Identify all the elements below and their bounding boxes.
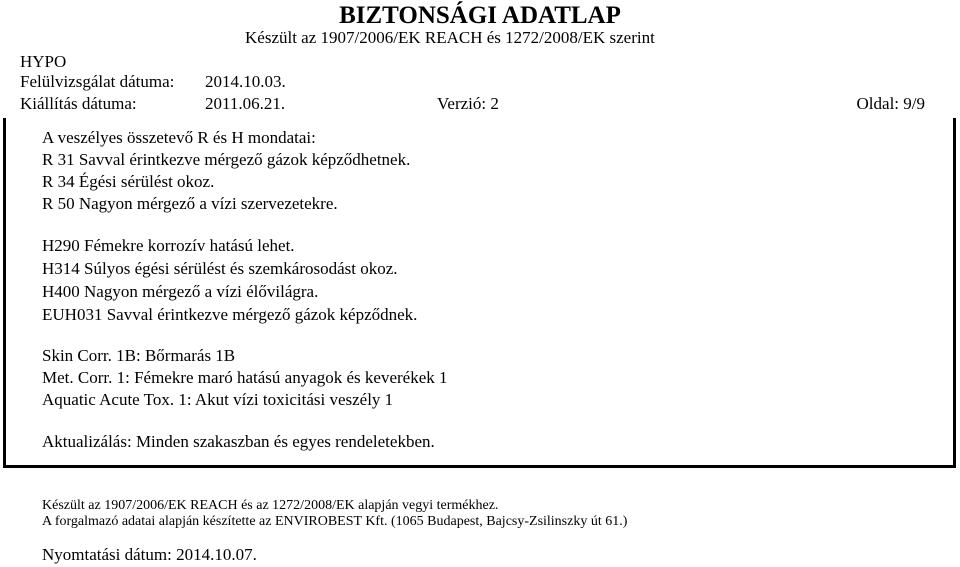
hazard-class: Aquatic Acute Tox. 1: Akut vízi toxicitási veszély 1 <box>42 390 394 409</box>
footer-author-note: A forgalmazó adatai alapján készítette az ENVIROBEST Kft. (1065 Budapest, Bajcsy-Zsilinszky út 61.) <box>42 514 628 529</box>
hazard-class: Met. Corr. 1: Fémekre maró hatású anyagok és keverékek 1 <box>42 368 448 387</box>
product-name: HYPO <box>20 52 67 71</box>
footer-reach-note: Készült az 1907/2006/EK REACH és az 1272/2008/EK alapján vegyi termékhez. <box>42 498 499 513</box>
r-phrase: R 50 Nagyon mérgező a vízi szervezetekre. <box>42 194 338 213</box>
hazard-class: Skin Corr. 1B: Bőrmarás 1B <box>42 346 236 365</box>
update-note: Aktualizálás: Minden szakaszban és egyes rendeletekben. <box>42 432 435 451</box>
revision-date-label: Felülvizsgálat dátuma: <box>20 72 175 91</box>
h-phrase: H314 Súlyos égési sérülést és szemkárosodást okoz. <box>42 259 398 278</box>
document-title: BIZTONSÁGI ADATLAP <box>339 2 621 29</box>
r-phrases-heading: A veszélyes összetevő R és H mondatai: <box>42 128 316 147</box>
h-phrase: H290 Fémekre korrozív hatású lehet. <box>42 236 295 255</box>
document-subtitle: Készült az 1907/2006/EK REACH és 1272/2008/EK szerint <box>245 28 655 47</box>
h-phrase: H400 Nagyon mérgező a vízi élővilágra. <box>42 282 319 301</box>
version-label: Verzió: 2 <box>437 94 499 113</box>
revision-date-value: 2014.10.03. <box>205 72 286 91</box>
issue-date-label: Kiállítás dátuma: <box>20 94 137 113</box>
page-number: Oldal: 9/9 <box>856 94 925 113</box>
r-phrase: R 34 Égési sérülést okoz. <box>42 172 215 191</box>
print-date: Nyomtatási dátum: 2014.10.07. <box>42 545 257 564</box>
r-phrase: R 31 Savval érintkezve mérgező gázok képződhetnek. <box>42 150 411 169</box>
issue-date-value: 2011.06.21. <box>205 94 286 113</box>
h-phrase: EUH031 Savval érintkezve mérgező gázok képződnek. <box>42 305 418 324</box>
